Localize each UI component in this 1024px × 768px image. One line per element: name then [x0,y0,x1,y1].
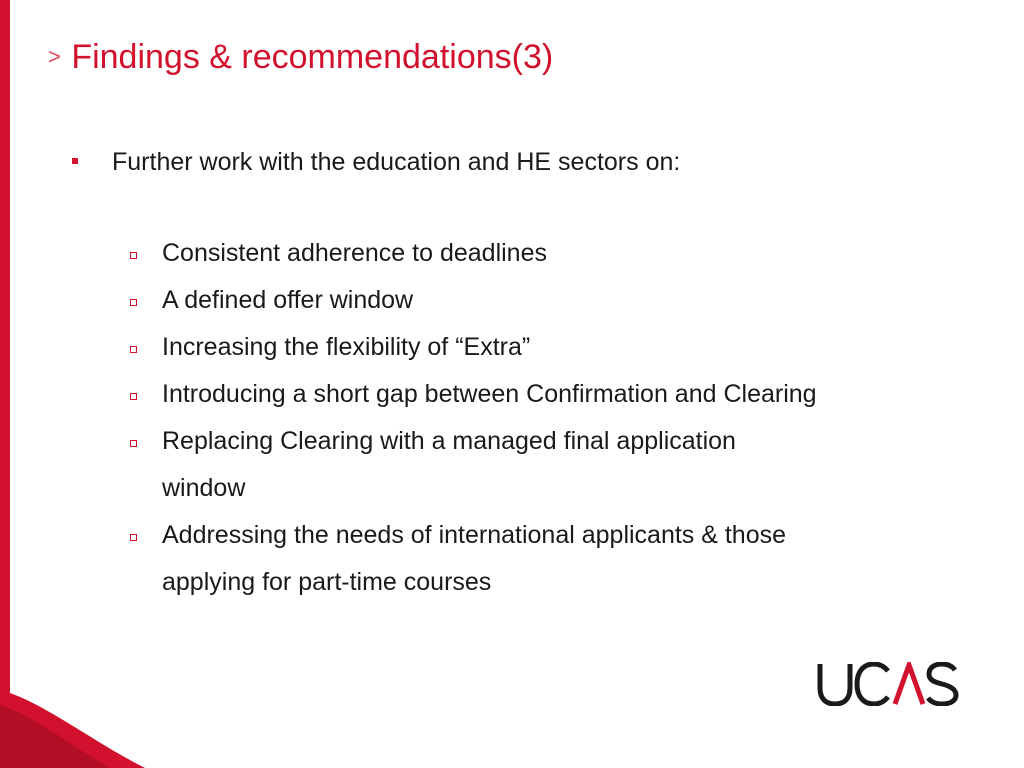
hollow-square-bullet-icon [130,440,137,447]
slide-title: Findings & recommendations(3) [71,38,554,76]
level1-bullet-text: Further work with the education and HE sectors on: [112,148,681,176]
hollow-square-bullet-icon [130,534,137,541]
title-chevron-icon: > [48,44,61,69]
sub-bullet-text: Addressing the needs of international applicants & those [162,521,787,549]
hollow-square-bullet-icon [130,393,137,400]
sub-bullet-text-continuation: window [162,474,246,502]
square-bullet-icon [72,158,78,164]
hollow-square-bullet-icon [130,252,137,259]
ucas-logo [816,662,960,706]
hollow-square-bullet-icon [130,299,137,306]
sub-bullet-text: A defined offer window [162,286,414,314]
sub-bullet-text: Consistent adherence to deadlines [162,239,547,267]
hollow-square-bullet-icon [130,346,137,353]
sub-bullet-text: Increasing the flexibility of “Extra” [162,333,531,361]
sub-bullet-text-continuation: applying for part-time courses [162,568,492,596]
sub-bullet-text: Introducing a short gap between Confirmation and Clearing [162,380,817,408]
sub-bullet-text: Replacing Clearing with a managed final application [162,427,736,455]
